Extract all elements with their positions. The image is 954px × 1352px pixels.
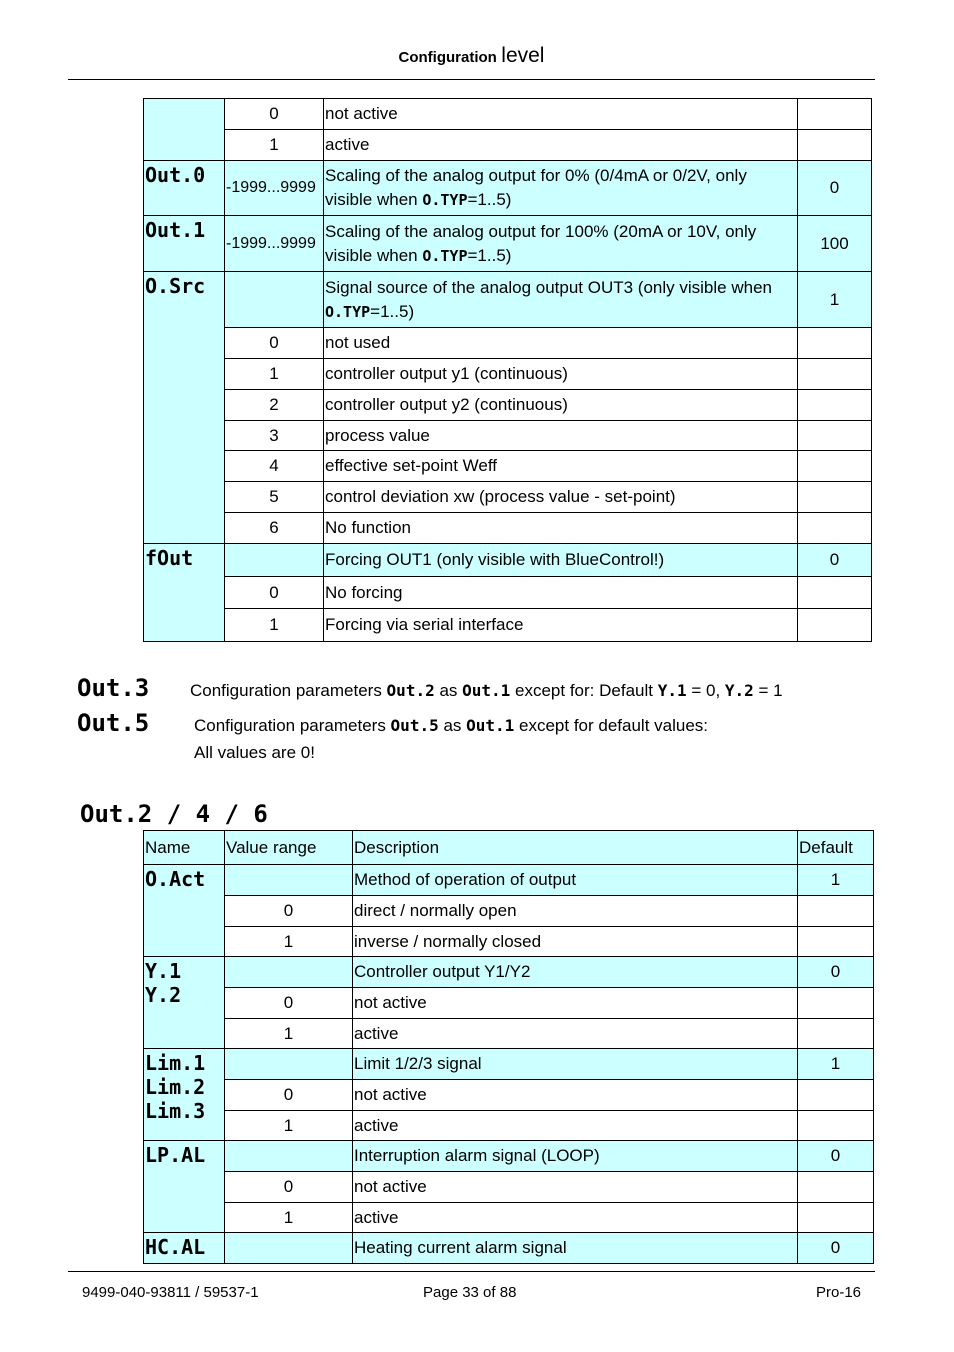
value-range-cell	[225, 1049, 353, 1080]
footer-page-number: Page 33 of 88	[423, 1284, 517, 1301]
desc-cell: Method of operation of output	[353, 865, 798, 896]
param-name-oact: O.Act	[144, 865, 225, 957]
header-bold: Configuration	[398, 49, 497, 66]
value-cell: 0	[225, 1080, 353, 1111]
header-desc: Description	[353, 831, 798, 865]
desc-line2a: visible when	[325, 245, 423, 265]
value-range-cell: -1999...9999	[225, 216, 324, 272]
param-ref: Out.5	[390, 716, 439, 735]
desc-cell: controller output y1 (continuous)	[324, 359, 798, 390]
param-name-y	[144, 957, 225, 1049]
value-cell: 0	[225, 99, 324, 130]
value-range-cell	[225, 272, 324, 328]
header-range: Value range	[225, 831, 353, 865]
value-cell: 1	[225, 1111, 353, 1141]
out3-text4: = 0,	[686, 681, 725, 700]
default-cell: 0	[798, 544, 872, 577]
desc-cell: effective set-point Weff	[324, 451, 798, 482]
desc-cell: controller output y2 (continuous)	[324, 390, 798, 421]
default-cell	[798, 609, 872, 642]
param-ref: Out.1	[462, 681, 511, 700]
desc-line1: Scaling of the analog output for 0% (0/4mA or 0/2V, only	[325, 166, 747, 185]
desc-cell: inverse / normally closed	[353, 927, 798, 957]
value-cell: 0	[225, 1172, 353, 1203]
param-name-out0: Out.0	[144, 161, 225, 216]
default-cell	[798, 1172, 874, 1203]
desc-cell	[324, 216, 798, 272]
footer-product: Pro-16	[816, 1284, 862, 1301]
section-title-prefix: Out.	[80, 800, 138, 828]
param-name-lim2: Lim.2	[145, 1075, 206, 1099]
value-range-cell	[225, 957, 353, 988]
value-cell: 3	[225, 421, 324, 451]
default-cell: 1	[798, 272, 872, 328]
out5-text1: Configuration parameters	[194, 716, 391, 735]
value-cell: 0	[225, 896, 353, 927]
value-cell: 1	[225, 1019, 353, 1049]
default-cell	[798, 896, 874, 927]
section-title-rest: 2 / 4 / 6	[137, 800, 268, 828]
default-cell: 100	[798, 216, 872, 272]
param-name-out1: Out.1	[144, 216, 225, 272]
param-name-lpal: LP.AL	[144, 1141, 225, 1233]
param-name-lim	[144, 1049, 225, 1141]
out3-line	[77, 674, 783, 702]
default-cell	[798, 927, 874, 957]
param-name-osrc: O.Src	[144, 272, 225, 544]
value-range-cell	[225, 544, 324, 577]
out5-name: Out.5	[77, 709, 150, 737]
desc-cell: Controller output Y1/Y2	[353, 957, 798, 988]
page-header	[68, 44, 875, 68]
desc-cell: not used	[324, 328, 798, 359]
footer-doc-number: 9499-040-93811 / 59537-1	[82, 1284, 259, 1301]
param-ref: Out.2	[386, 681, 435, 700]
desc-cell: No forcing	[324, 577, 798, 609]
desc-cell: Interruption alarm signal (LOOP)	[353, 1141, 798, 1172]
desc-cell: No function	[324, 513, 798, 544]
param-name-fout: fOut	[144, 544, 225, 642]
default-cell	[798, 482, 872, 513]
parameter-table-1	[143, 98, 872, 642]
value-cell: 6	[225, 513, 324, 544]
desc-cell	[324, 161, 798, 216]
value-range-cell	[225, 1233, 353, 1264]
desc-cell: Forcing via serial interface	[324, 609, 798, 642]
desc-cell: active	[353, 1203, 798, 1233]
desc-line2b: =1..5)	[467, 245, 512, 265]
param-name-lim3: Lim.3	[145, 1099, 206, 1123]
default-cell: 0	[798, 1233, 874, 1264]
value-cell: 4	[225, 451, 324, 482]
param-ref: O.TYP	[422, 246, 468, 265]
desc-line1: Scaling of the analog output for 100% (20mA or 10V, only	[325, 221, 757, 241]
desc-cell: Heating current alarm signal	[353, 1233, 798, 1264]
parameter-table-2	[143, 830, 874, 1264]
desc-line2b: =1..5)	[467, 190, 512, 209]
desc-cell: Forcing OUT1 (only visible with BlueControl!)	[324, 544, 798, 577]
param-ref: Y.2	[724, 681, 754, 700]
default-cell	[798, 1019, 874, 1049]
param-ref: O.TYP	[325, 302, 371, 321]
default-cell: 0	[798, 1141, 874, 1172]
param-name-lim1: Lim.1	[145, 1051, 206, 1075]
default-cell: 1	[798, 1049, 874, 1080]
desc-cell: not active	[324, 99, 798, 130]
value-cell: 0	[225, 577, 324, 609]
header-normal: level	[501, 44, 545, 67]
default-cell	[798, 1111, 874, 1141]
out3-name: Out.3	[77, 674, 150, 702]
value-cell: 0	[225, 328, 324, 359]
value-cell: 1	[225, 927, 353, 957]
value-range-cell: -1999...9999	[225, 161, 324, 216]
desc-line1: Signal source of the analog output OUT3 (only visible when	[325, 277, 772, 297]
section-title	[80, 800, 268, 828]
default-cell	[798, 1080, 874, 1111]
param-ref: Out.1	[466, 716, 515, 735]
header-default: Default	[798, 831, 874, 865]
default-cell	[798, 359, 872, 390]
header-name: Name	[144, 831, 225, 865]
out5-text3: except for default values:	[514, 716, 709, 735]
default-cell	[798, 577, 872, 609]
default-cell	[798, 513, 872, 544]
default-cell	[798, 988, 874, 1019]
value-cell: 1	[225, 130, 324, 161]
value-cell: 1	[225, 609, 324, 642]
param-name-y2: Y.2	[145, 983, 182, 1007]
desc-cell: process value	[324, 421, 798, 451]
param-name-y1: Y.1	[145, 959, 182, 983]
value-cell: 5	[225, 482, 324, 513]
default-cell	[798, 328, 872, 359]
value-range-cell	[225, 1141, 353, 1172]
desc-cell: active	[324, 130, 798, 161]
footer-rule	[68, 1271, 875, 1272]
param-ref: O.TYP	[422, 191, 468, 209]
desc-cell: direct / normally open	[353, 896, 798, 927]
out3-text3: except for: Default	[510, 681, 658, 700]
default-cell	[798, 1203, 874, 1233]
out5-line	[77, 709, 708, 737]
desc-cell: not active	[353, 988, 798, 1019]
value-cell: 0	[225, 988, 353, 1019]
desc-cell: active	[353, 1111, 798, 1141]
param-name-hcal: HC.AL	[144, 1233, 225, 1264]
desc-cell: Limit 1/2/3 signal	[353, 1049, 798, 1080]
out5-line2: All values are 0!	[194, 743, 315, 762]
out3-text5: = 1	[753, 681, 783, 700]
desc-cell: not active	[353, 1172, 798, 1203]
desc-cell	[324, 272, 798, 328]
desc-cell: control deviation xw (process value - set-point)	[324, 482, 798, 513]
default-cell	[798, 99, 872, 130]
default-cell	[798, 130, 872, 161]
param-ref: Y.1	[657, 681, 687, 700]
value-range-cell	[225, 865, 353, 896]
default-cell: 0	[798, 957, 874, 988]
default-cell: 0	[798, 161, 872, 216]
value-cell: 2	[225, 390, 324, 421]
value-cell: 1	[225, 359, 324, 390]
default-cell	[798, 390, 872, 421]
desc-cell: active	[353, 1019, 798, 1049]
default-cell	[798, 451, 872, 482]
header-rule	[68, 79, 875, 80]
default-cell: 1	[798, 865, 874, 896]
out3-text2: as	[434, 681, 463, 700]
default-cell	[798, 421, 872, 451]
value-cell: 1	[225, 1203, 353, 1233]
out3-text1: Configuration parameters	[190, 681, 387, 700]
out5-text2: as	[438, 716, 467, 735]
desc-cell: not active	[353, 1080, 798, 1111]
desc-line2a: visible when	[325, 190, 423, 209]
name-cell-empty	[144, 99, 225, 161]
desc-line2b: =1..5)	[370, 301, 415, 321]
